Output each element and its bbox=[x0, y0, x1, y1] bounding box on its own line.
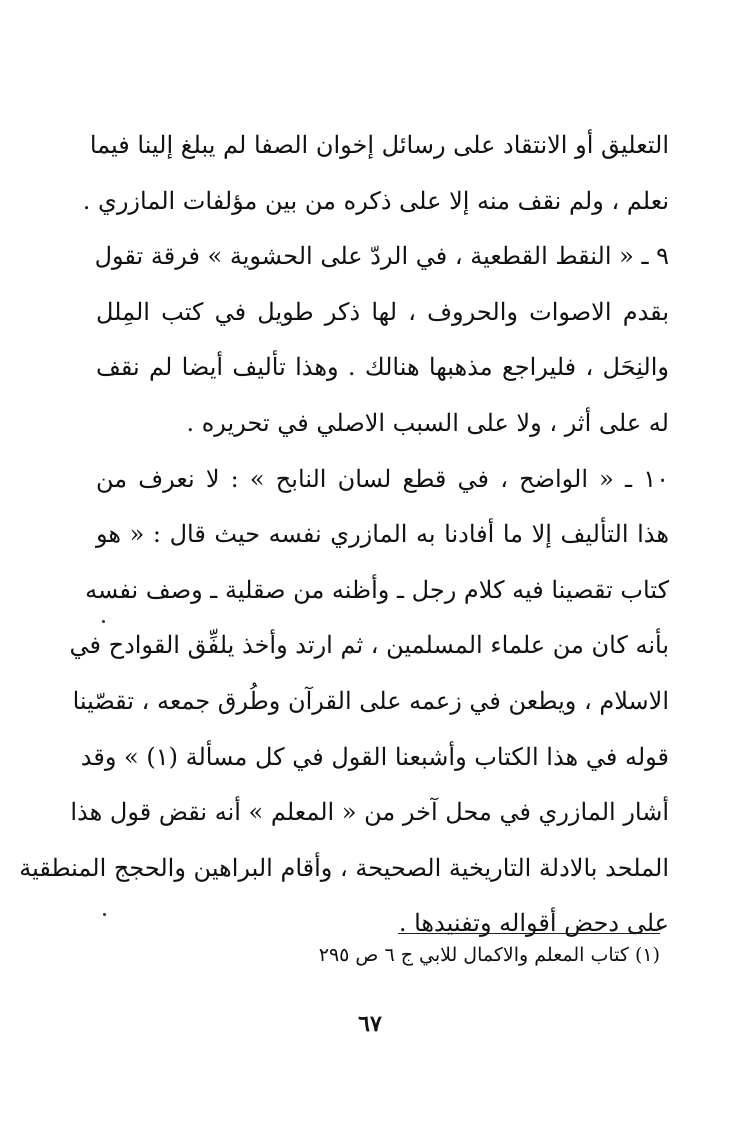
text-line: كتاب تقصينا فيه كلام رجل ـ وأظنه من صقلية ـ وصف نفسه bbox=[85, 575, 669, 604]
text-line: بقدم الاصوات والحروف ، لها ذكر طويل في كتب المِلل bbox=[96, 297, 669, 326]
text-line: نعلم ، ولم نقف منه إلا على ذكره من بين مؤلفات المازري . bbox=[82, 186, 669, 215]
text-line: والنِحَل ، فليراجع مذهبها هنالك . وهذا تأليف أيضا لم نقف bbox=[96, 353, 669, 382]
text-line: على دحض أقواله وتفنيدها . bbox=[398, 909, 669, 938]
footnote-divider bbox=[398, 933, 660, 934]
text-line: الملحد بالادلة التاريخية الصحيحة ، وأقام البراهين والحجج المنطقية bbox=[19, 853, 669, 882]
text-line: بأنه كان من علماء المسلمين ، ثم ارتد وأخذ يلفِّق القوادح في bbox=[69, 631, 669, 660]
text-line: التعليق أو الانتقاد على رسائل إخوان الصفا لم يبلغ إلينا فيما bbox=[89, 131, 669, 159]
text-line: الاسلام ، ويطعن في زعمه على القرآن وطُرق جمعه ، تقصّينا bbox=[72, 686, 669, 715]
text-line: له على أثر ، ولا على السبب الاصلي في تحريره . bbox=[186, 408, 669, 437]
text-line: ٩ ـ « النقط القطعية ، في الردّ على الحشوية » فرقة تقول bbox=[94, 242, 669, 271]
text-line: قوله في هذا الكتاب وأشبعنا القول في كل مسألة (١) » وقد bbox=[80, 742, 669, 771]
text-line: ١٠ ـ « الواضح ، في قطع لسان النابح » : لا نعرف من bbox=[96, 464, 669, 493]
print-speck bbox=[103, 913, 106, 916]
footnote: (١) كتاب المعلم والاكمال للابي ج ٦ ص ٢٩٥ bbox=[318, 944, 660, 966]
main-text bbox=[19, 118, 669, 952]
print-speck bbox=[102, 620, 105, 623]
page-number: ٦٧ bbox=[358, 1011, 382, 1037]
text-line: هذا التأليف إلا ما أفادنا به المازري نفسه حيث قال : « هو bbox=[96, 520, 669, 549]
text-line: أشار المازري في محل آخر من « المعلم » أنه نقض قول هذا bbox=[70, 798, 669, 827]
